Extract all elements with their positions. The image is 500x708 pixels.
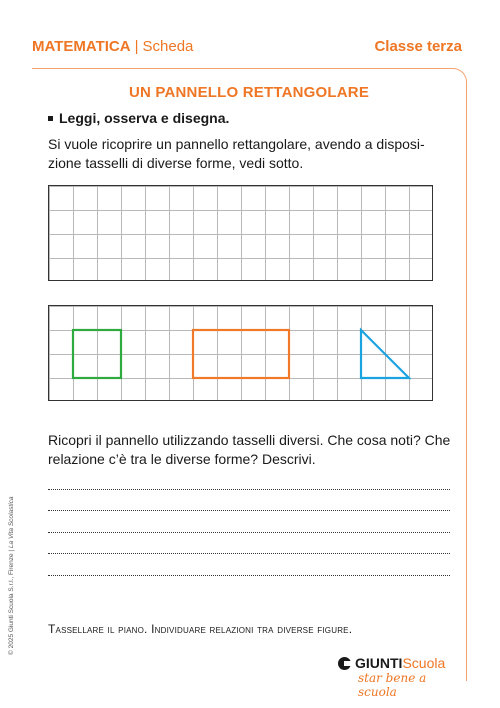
empty-panel-grid[interactable] (48, 185, 433, 281)
grade-label: Classe terza (374, 38, 462, 55)
answer-line[interactable] (48, 554, 450, 576)
answer-line[interactable] (48, 468, 450, 490)
learning-objective: Tassellare il piano. Individuare relazioni tra diverse figure. (48, 622, 353, 636)
magazine-name: La Vita Scolastica (8, 496, 15, 549)
subject-label: MATEMATICA (32, 38, 131, 55)
header-separator: | (134, 38, 139, 55)
giunti-logo-icon (338, 657, 351, 670)
question-paragraph: Ricopri il pannello utilizzando tasselli diversi. Che cosa noti? Che relazione c’è tra le diverse forme? Descrivi. (48, 432, 451, 467)
bullet-icon (48, 116, 53, 121)
brand-suffix: Scuola (402, 655, 446, 671)
copyright-text: © 2025 Giunti Scuola S.r.l., Firenze | (8, 548, 15, 655)
instruction (48, 110, 229, 126)
answer-line[interactable] (48, 533, 450, 555)
tiles-grid (48, 305, 433, 401)
header-left (32, 38, 193, 55)
intro-paragraph: Si vuole ricoprire un pannello rettangolare, avendo a disposi-zione tasselli di diverse forme, vedi sotto. (48, 136, 425, 171)
answer-line[interactable] (48, 490, 450, 512)
sheet-kind-label: Scheda (142, 38, 194, 55)
triangle-tile (361, 330, 409, 378)
answer-line[interactable] (48, 511, 450, 533)
publisher-logo (338, 655, 468, 699)
copyright-vertical (8, 496, 15, 655)
brand-wordmark (338, 655, 468, 671)
instruction-text: Leggi, osserva e disegna. (59, 110, 230, 126)
tiles-drawing (49, 306, 434, 402)
rectangle-tile (193, 330, 289, 378)
brand-tagline: star bene a scuola (358, 671, 427, 699)
answer-lines[interactable] (48, 468, 450, 576)
worksheet-title: UN PANNELLO RETTANGOLARE (128, 84, 370, 101)
brand-name: GIUNTI (355, 655, 403, 671)
square-tile (73, 330, 121, 378)
page-header (32, 38, 462, 60)
